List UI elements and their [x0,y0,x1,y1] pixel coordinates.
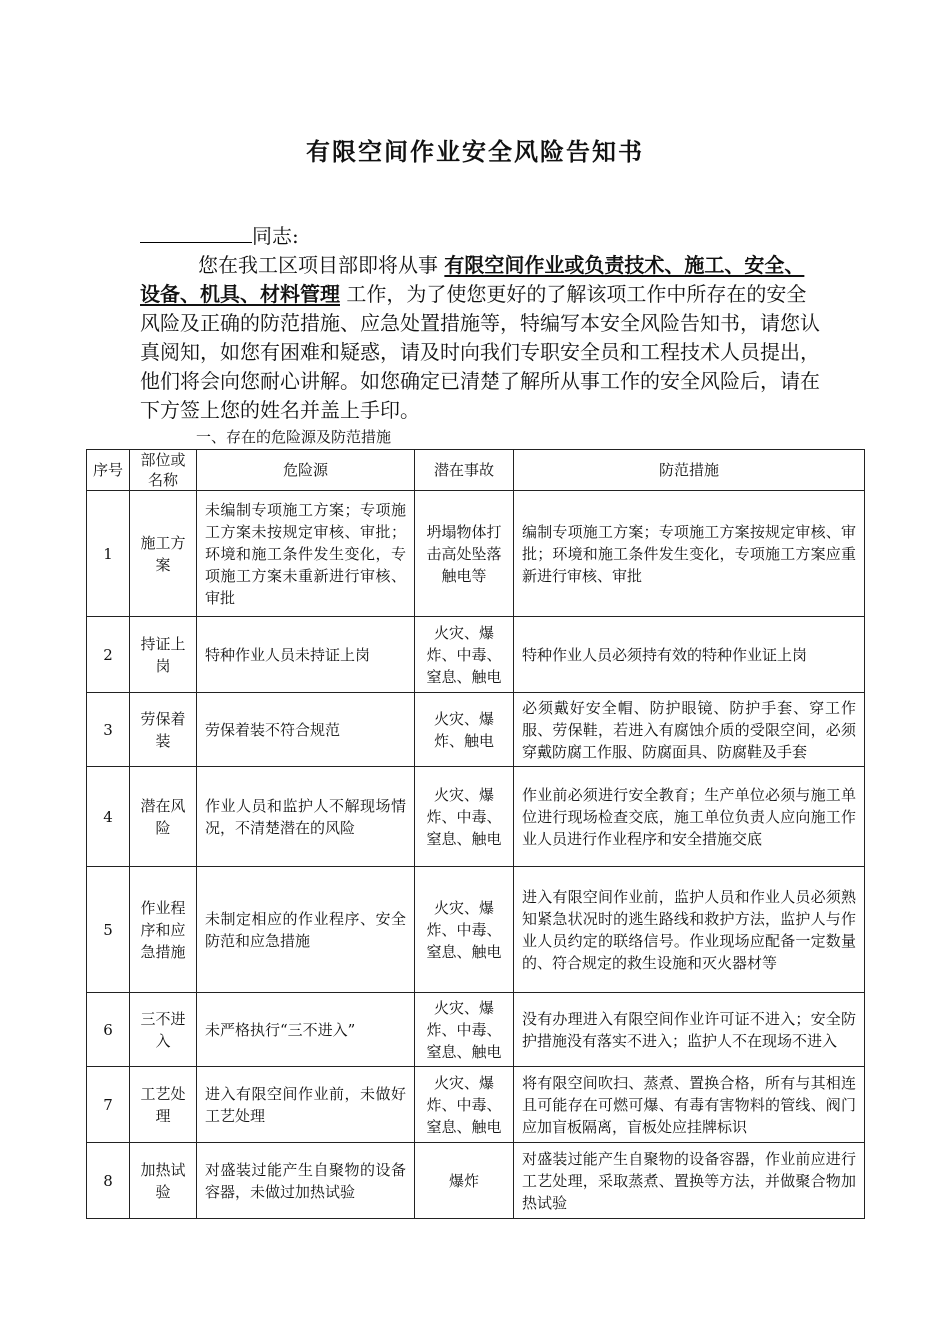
paragraph-part1: 您在我工区项目部即将从事 [198,253,438,277]
row-hazard: 对盛装过能产生自聚物的设备容器，未做过加热试验 [197,1143,415,1219]
table-row [87,993,865,1067]
row-measures: 进入有限空间作业前，监护人员和作业人员必须熟知紧急状况时的逃生路线和救护方法，监护人与作业人员约定的联络信号。作业现场应配备一定数量的、符合规定的救生设施和灭火器材等 [514,867,865,993]
duty-scope: 有限空间作业或负责技术、施工、安全、设备、机具、材料管理 [140,253,805,306]
table-row [87,867,865,993]
row-hazard: 未编制专项施工方案；专项施工方案未按规定审核、审批；环境和施工条件发生变化，专项施工方案未重新进行审核、审批 [197,491,415,617]
header-part: 部位或名称 [130,450,197,491]
header-accident: 潜在事故 [415,450,514,491]
intro-text [140,222,820,425]
table-row [87,1143,865,1219]
row-part: 三不进入 [130,993,197,1067]
row-accident: 火灾、爆炸、中毒、窒息、触电 [415,867,514,993]
row-hazard: 劳保着装不符合规范 [197,693,415,767]
row-accident: 火灾、爆炸、中毒、窒息、触电 [415,767,514,867]
row-accident: 爆炸 [415,1143,514,1219]
row-no: 3 [87,693,130,767]
row-part: 加热试验 [130,1143,197,1219]
row-no: 5 [87,867,130,993]
row-part: 劳保着装 [130,693,197,767]
row-accident: 火灾、爆炸、触电 [415,693,514,767]
document-title: 有限空间作业安全风险告知书 [306,138,644,166]
row-hazard: 特种作业人员未持证上岗 [197,617,415,693]
row-measures: 特种作业人员必须持有效的特种作业证上岗 [514,617,865,693]
row-measures: 没有办理进入有限空间作业许可证不进入；安全防护措施没有落实不进入；监护人不在现场不进入 [514,993,865,1067]
table-row [87,693,865,767]
row-measures: 将有限空间吹扫、蒸煮、置换合格，所有与其相连且可能存在可燃可爆、有毒有害物料的管线、阀门应加盲板隔离，盲板处应挂牌标识 [514,1067,865,1143]
table-header-row [87,450,865,491]
row-accident: 火灾、爆炸、中毒、窒息、触电 [415,617,514,693]
row-accident: 火灾、爆炸、中毒、窒息、触电 [415,1067,514,1143]
header-hazard: 危险源 [197,450,415,491]
row-hazard: 进入有限空间作业前，未做好工艺处理 [197,1067,415,1143]
row-accident: 坍塌物体打击高处坠落触电等 [415,491,514,617]
row-accident: 火灾、爆炸、中毒、窒息、触电 [415,993,514,1067]
salutation-suffix: 同志: [252,224,299,248]
row-part: 作业程序和应急措施 [130,867,197,993]
intro-paragraph [140,251,820,425]
row-measures: 编制专项施工方案；专项施工方案按规定审核、审批；环境和施工条件发生变化，专项施工方案应重新进行审核、审批 [514,491,865,617]
name-blank [140,222,252,243]
row-measures: 必须戴好安全帽、防护眼镜、防护手套、穿工作服、劳保鞋，若进入有腐蚀介质的受限空间，必须穿戴防腐工作服、防腐面具、防腐鞋及手套 [514,693,865,767]
paragraph-part2: 工作，为了使您更好的了解该项工作中所存在的安全风险及正确的防范措施、应急处置措施等，特编写本安全风险告知书，请您认真阅知，如您有困难和疑惑，请及时向我们专职安全员和工程技术人员提出，他们将会向您耐心讲解。如您确定已清楚了解所从事工作的安全风险后，请在下方签上您的姓名并盖上手印。 [140,282,820,422]
row-no: 8 [87,1143,130,1219]
risk-table [86,449,865,1219]
row-no: 7 [87,1067,130,1143]
row-measures: 对盛装过能产生自聚物的设备容器，作业前应进行工艺处理，采取蒸煮、置换等方法，并做聚合物加热试验 [514,1143,865,1219]
row-hazard: 作业人员和监护人不解现场情况，不清楚潜在的风险 [197,767,415,867]
table-row [87,767,865,867]
row-hazard: 未严格执行“三不进入” [197,993,415,1067]
row-part: 潜在风险 [130,767,197,867]
row-part: 施工方案 [130,491,197,617]
table-row [87,1067,865,1143]
row-part: 工艺处理 [130,1067,197,1143]
row-no: 6 [87,993,130,1067]
table-row [87,617,865,693]
row-part: 持证上岗 [130,617,197,693]
row-no: 4 [87,767,130,867]
row-measures: 作业前必须进行安全教育；生产单位必须与施工单位进行现场检查交底，施工单位负责人应向施工作业人员进行作业程序和安全措施交底 [514,767,865,867]
section-heading: 一、存在的危险源及防范措施 [196,428,392,446]
row-no: 1 [87,491,130,617]
row-no: 2 [87,617,130,693]
salutation [140,222,820,251]
header-no: 序号 [87,450,130,491]
row-hazard: 未制定相应的作业程序、安全防范和应急措施 [197,867,415,993]
table-row [87,491,865,617]
header-measures: 防范措施 [514,450,865,491]
